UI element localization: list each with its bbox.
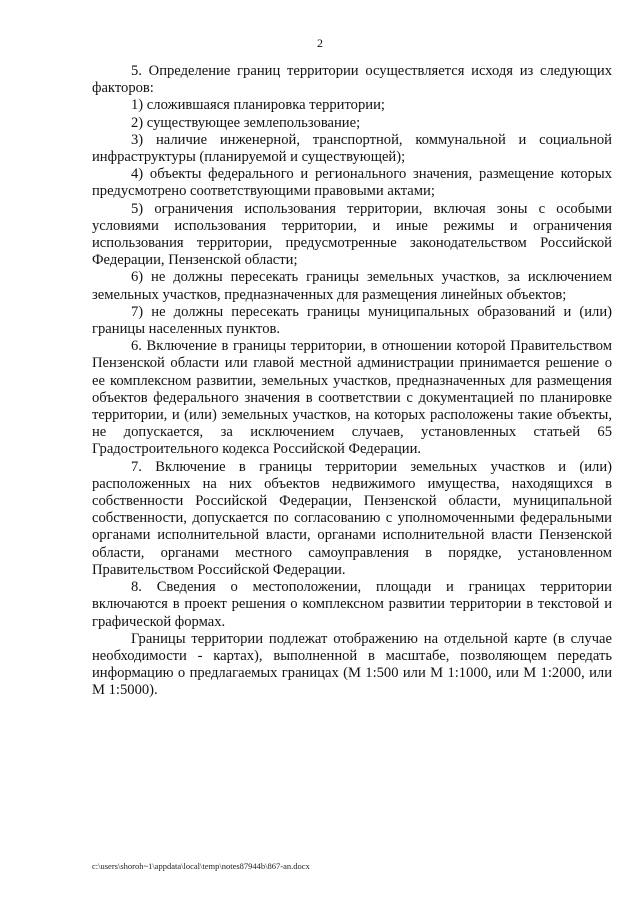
list-item-6: 6) не должны пересекать границы земельных участков, за исключением земельных участков, предназначенных для размещения линейных объектов;	[92, 269, 612, 303]
list-item-5: 5) ограничения использования территории, включая зоны с особыми условиями использования территории, и иные режимы и ограничения использования территории, предусмотренные законодательством Российской Федерации, Пензенской области;	[92, 200, 612, 269]
paragraph-5-intro: 5. Определение границ территории осуществляется исходя из следующих факторов:	[92, 63, 612, 97]
list-item-1: 1) сложившаяся планировка территории;	[131, 97, 385, 114]
list-item-3: 3) наличие инженерной, транспортной, коммунальной и социальной инфраструктуры (планируемой и существующей);	[92, 131, 612, 166]
paragraph-8: 8. Сведения о местоположении, площади и границах территории включаются в проект решения о комплексном развитии территории в текстовой и графической формах.	[92, 579, 612, 630]
list-item-2: 2) существующее землепользование;	[131, 114, 361, 131]
list-item-7: 7) не должны пересекать границы муниципальных образований и (или) границы населенных пунктов.	[92, 303, 612, 338]
document-body	[92, 63, 612, 700]
footer-file-path: c:\users\shoroh~1\appdata\local\temp\notes87944b\867-an.docx	[92, 861, 310, 871]
paragraph-7: 7. Включение в границы территории земельных участков и (или) расположенных на них объектов недвижимого имущества, находящихся в собственности Российской Федерации, Пензенской области, муниципальной собственности, допускается по согласованию с уполномоченными федеральными органами исполнительной власти, органами исполнительной власти Пензенской области, органами местного самоуправления в порядке, установленном Правительством Российской Федерации.	[92, 458, 612, 578]
list-item-4: 4) объекты федерального и регионального значения, размещение которых предусмотрено соответствующими правовыми актами;	[92, 166, 612, 200]
paragraph-map-scale: Границы территории подлежат отображению на отдельной карте (в случае необходимости - картах), выполненной в масштабе, позволяющем передать информацию о предлагаемых границах (М 1:500 или М 1:1000, или М 1:2000, или М 1:5000).	[92, 630, 612, 699]
page-number: 2	[317, 36, 323, 50]
paragraph-6: 6. Включение в границы территории, в отношении которой Правительством Пензенской области или главой местной администрации принимается решение о ее комплексном развитии, земельных участков, предназначенных для размещения объектов федерального значения в соответствии с документацией по планировке территории, и (или) земельных участков, на которых расположены такие объекты, не допускается, за исключением случаев, установленных статьей 65 Градостроительного кодекса Российской Федерации.	[92, 338, 612, 458]
